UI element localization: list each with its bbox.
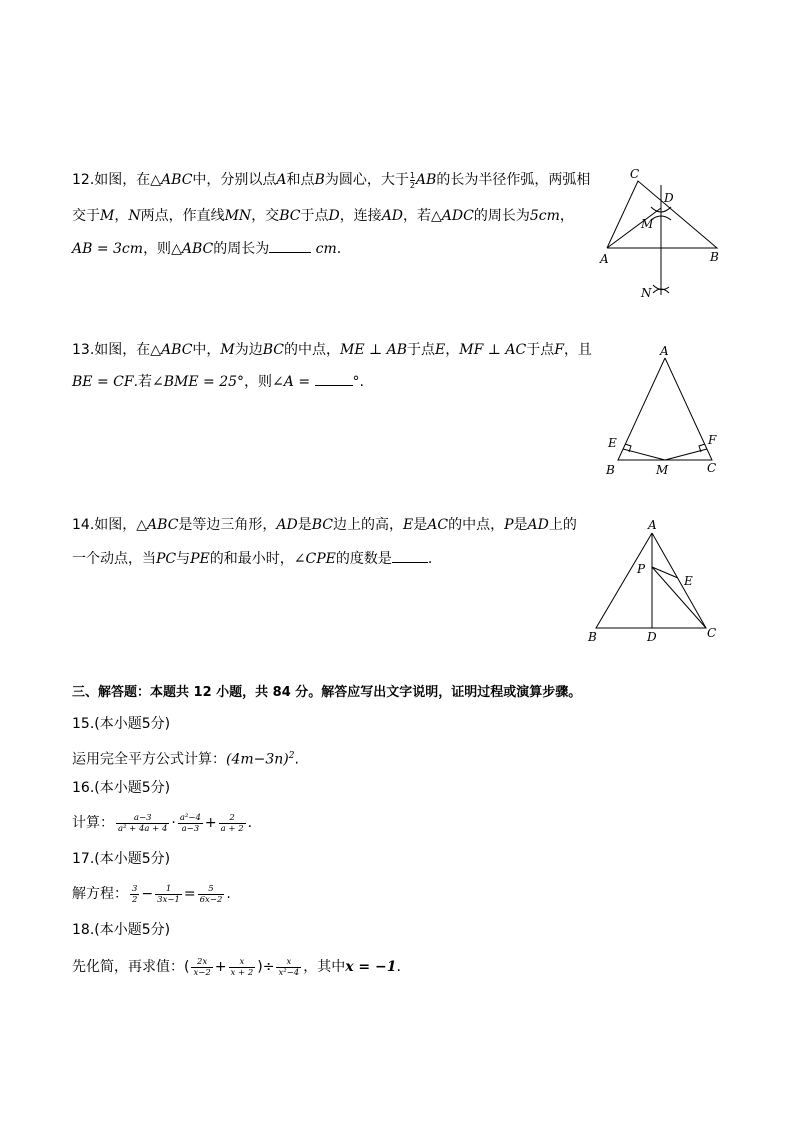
- q14-figure: [580, 515, 725, 650]
- q17-number: 17.: [72, 851, 95, 867]
- q12-number: 12.: [72, 172, 95, 188]
- q12-label-a: A: [600, 252, 609, 266]
- section-3-header: 三、解答题：本题共 12 小题，共 84 分。解答应写出文字说明，证明过程或演算步骤。: [72, 685, 582, 700]
- q16-fraction-1: $\frac{a-3}{\text{a² + 4a + 4}}$: [118, 812, 168, 834]
- q14-line-1: 14.如图，△ABC是等边三角形，AD是BC边上的高，E是AC的中点，P是AD上的: [72, 517, 577, 533]
- q12-answer-blank[interactable]: [269, 238, 311, 253]
- q17-fraction-3: $\frac{5}{6x-2}$: [199, 883, 223, 905]
- q13-number: 13.: [72, 342, 95, 358]
- q17-points: (本小题5分): [94, 851, 171, 867]
- q12-label-d: D: [664, 191, 674, 205]
- q17-fraction-2: $\frac{1}{3x-1}$: [157, 883, 180, 905]
- q15-number: 15.: [72, 716, 95, 732]
- q12-label-n: N: [641, 286, 652, 300]
- q13-label-c: C: [707, 461, 717, 475]
- q14-label-p: P: [637, 562, 646, 576]
- q12-figure: [595, 165, 725, 300]
- q18-body: 先化简，再求值：( $\frac{2x}{x-2}$ + $\frac{x}{x + 2}$ )÷ $\frac{x}{\text{x²−4}}$ ，其中x = −1.: [72, 956, 401, 978]
- q17-header: [72, 849, 170, 869]
- q14-label-d: D: [647, 630, 657, 644]
- q13-label-a: A: [660, 344, 669, 358]
- q12-half-fraction: $\frac{1}{2}$: [409, 170, 415, 190]
- q12-line-1: 12.如图，在△ABC中，分别以点A和点B为圆心，大于 $\frac{1}{2}$ AB的长为半径作弧，两弧相: [72, 170, 591, 190]
- q14-answer-blank[interactable]: [392, 548, 428, 563]
- q13-line-1: 13.如图，在△ABC中，M为边BC的中点，ME ⊥ AB于点E，MF ⊥ AC于点F，且: [72, 342, 592, 358]
- q12-line-3: AB = 3cm，则△ABC的周长为 cm.: [72, 238, 341, 259]
- q18-fraction-2: $\frac{x}{x + 2}$: [230, 956, 254, 978]
- q18-fraction-1: $\frac{2x}{x-2}$: [193, 956, 211, 978]
- q16-header: [72, 778, 170, 798]
- q14-label-a: A: [648, 518, 657, 532]
- q16-number: 16.: [72, 780, 95, 796]
- q14-label-c: C: [707, 626, 717, 640]
- q17-body: 解方程： $\frac{3}{2}$ − $\frac{1}{3x-1}$ = $\frac{5}{6x-2}$ .: [72, 883, 231, 905]
- q15-expression: (4m−3n): [226, 751, 289, 768]
- q18-header: [72, 920, 170, 940]
- q12-line-2: 交于M，N两点，作直线MN，交BC于点D，连接AD，若△ADC的周长为5cm，: [72, 208, 574, 224]
- q13-figure: [600, 340, 725, 480]
- q16-fraction-3: $\frac{2}{a + 2}$: [220, 812, 244, 834]
- q16-body: 计算： $\frac{a-3}{\text{a² + 4a + 4}}$ · $\frac{\text{a²−4}}{a-3}$ + $\frac{2}{a + 2}$ .: [72, 812, 253, 834]
- q12-label-c: C: [630, 167, 640, 181]
- q13-label-m: M: [656, 463, 669, 477]
- q13-label-b: B: [606, 463, 615, 477]
- q18-number: 18.: [72, 922, 95, 938]
- q13-label-f: F: [708, 433, 717, 447]
- q13-answer-blank[interactable]: [315, 371, 353, 386]
- q15-header: [72, 714, 170, 734]
- q14-number: 14.: [72, 517, 95, 533]
- q16-fraction-2: $\frac{\text{a²−4}}{a-3}$: [179, 812, 201, 834]
- q18-points: (本小题5分): [94, 922, 171, 938]
- q16-points: (本小题5分): [94, 780, 171, 796]
- q17-fraction-1: $\frac{3}{2}$: [132, 883, 138, 905]
- q14-label-b: B: [588, 630, 597, 644]
- q13-line-2: BE = CF.若∠BME = 25°，则∠A = °.: [72, 371, 364, 392]
- q13-label-e: E: [608, 436, 617, 450]
- q12-label-b: B: [710, 250, 719, 264]
- q14-label-e: E: [684, 574, 693, 588]
- q15-points: (本小题5分): [94, 716, 171, 732]
- q12-label-m: M: [641, 217, 654, 231]
- q15-body: 运用完全平方公式计算：$(4m-3n)^2$.: [72, 751, 299, 768]
- q18-fraction-3: $\frac{x}{\text{x²−4}}$: [278, 956, 300, 978]
- q14-line-2: 一个动点，当PC与PE的和最小时，∠CPE的度数是 .: [72, 548, 432, 569]
